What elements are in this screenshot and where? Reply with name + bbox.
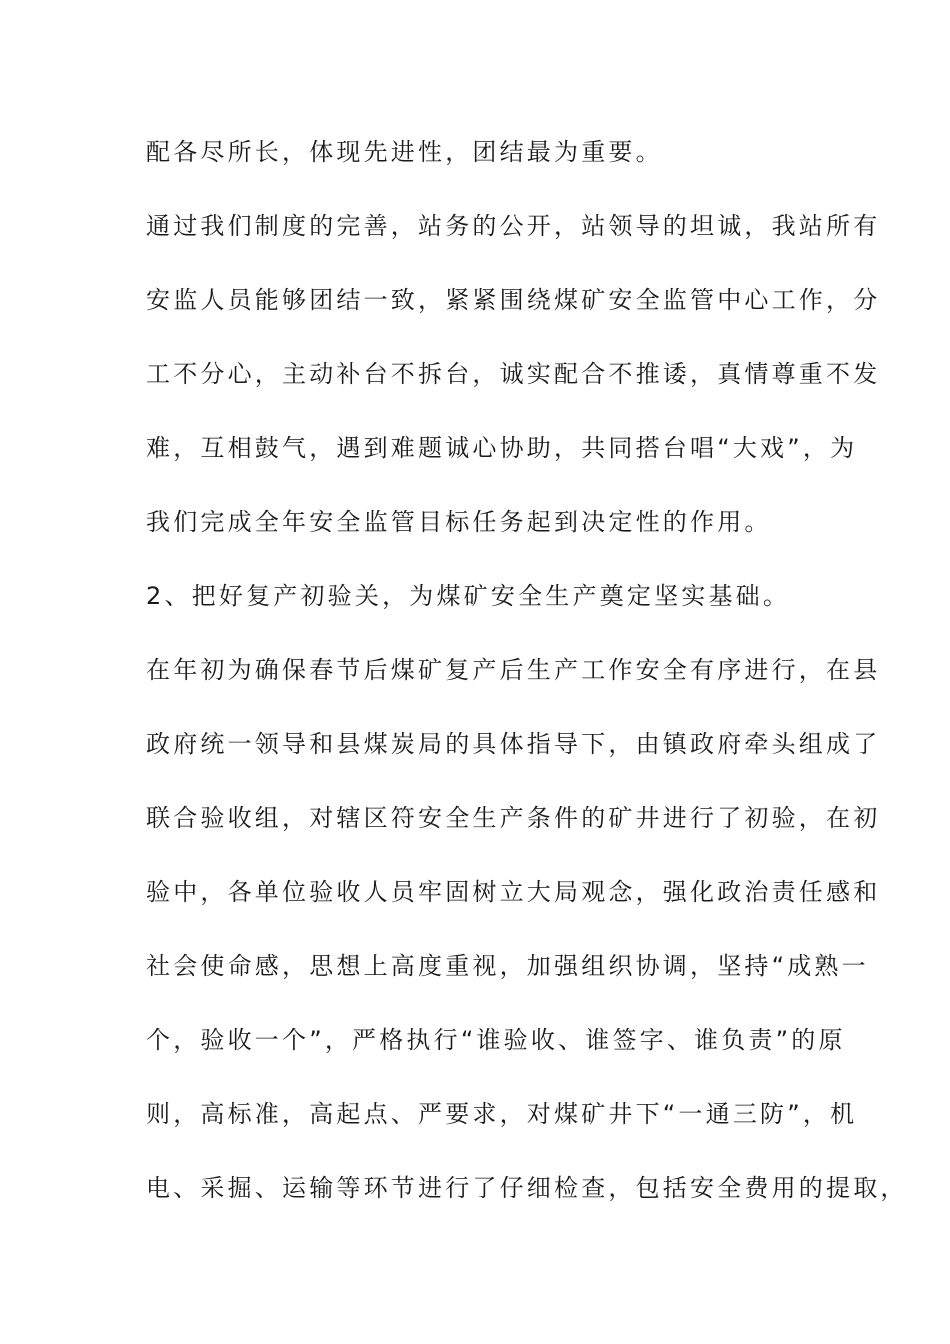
text-line: 电、采掘、运输等环节进行了仔细检查，包括安全费用的提取，: [146, 1174, 908, 1202]
text-line: 社会使命感，思想上高度重视，加强组织协调，坚持“成熟一: [146, 952, 869, 980]
text-line: 通过我们制度的完善，站务的公开，站领导的坦诚，我站所有: [146, 212, 881, 240]
text-line: 验中，各单位验收人员牢固树立大局观念，强化政治责任感和: [146, 878, 881, 906]
text-line: 个，验收一个”，严格执行“谁验收、谁签字、谁负责”的原: [146, 1026, 846, 1054]
text-line: 难，互相鼓气，遇到难题诚心协助，共同搭台唱“大戏”，为: [146, 434, 858, 462]
text-line: 工不分心，主动补台不拆台，诚实配合不推诿，真情尊重不发: [146, 360, 881, 388]
text-line: 配各尽所长，体现先进性，团结最为重要。: [146, 138, 663, 166]
text-line: 我们完成全年安全监管目标任务起到决定性的作用。: [146, 508, 772, 536]
text-line: 安监人员能够团结一致，紧紧围绕煤矿安全监管中心工作，分: [146, 286, 881, 314]
text-line: 政府统一领导和县煤炭局的具体指导下，由镇政府牵头组成了: [146, 730, 881, 758]
text-line: 则，高标准，高起点、严要求，对煤矿井下“一通三防”，机: [146, 1100, 858, 1128]
text-line: 联合验收组，对辖区符安全生产条件的矿井进行了初验，在初: [146, 804, 881, 832]
section-heading: 2、把好复产初验关，为煤矿安全生产奠定坚实基础。: [146, 582, 791, 610]
text-line: 在年初为确保春节后煤矿复产后生产工作安全有序进行，在县: [146, 656, 881, 684]
